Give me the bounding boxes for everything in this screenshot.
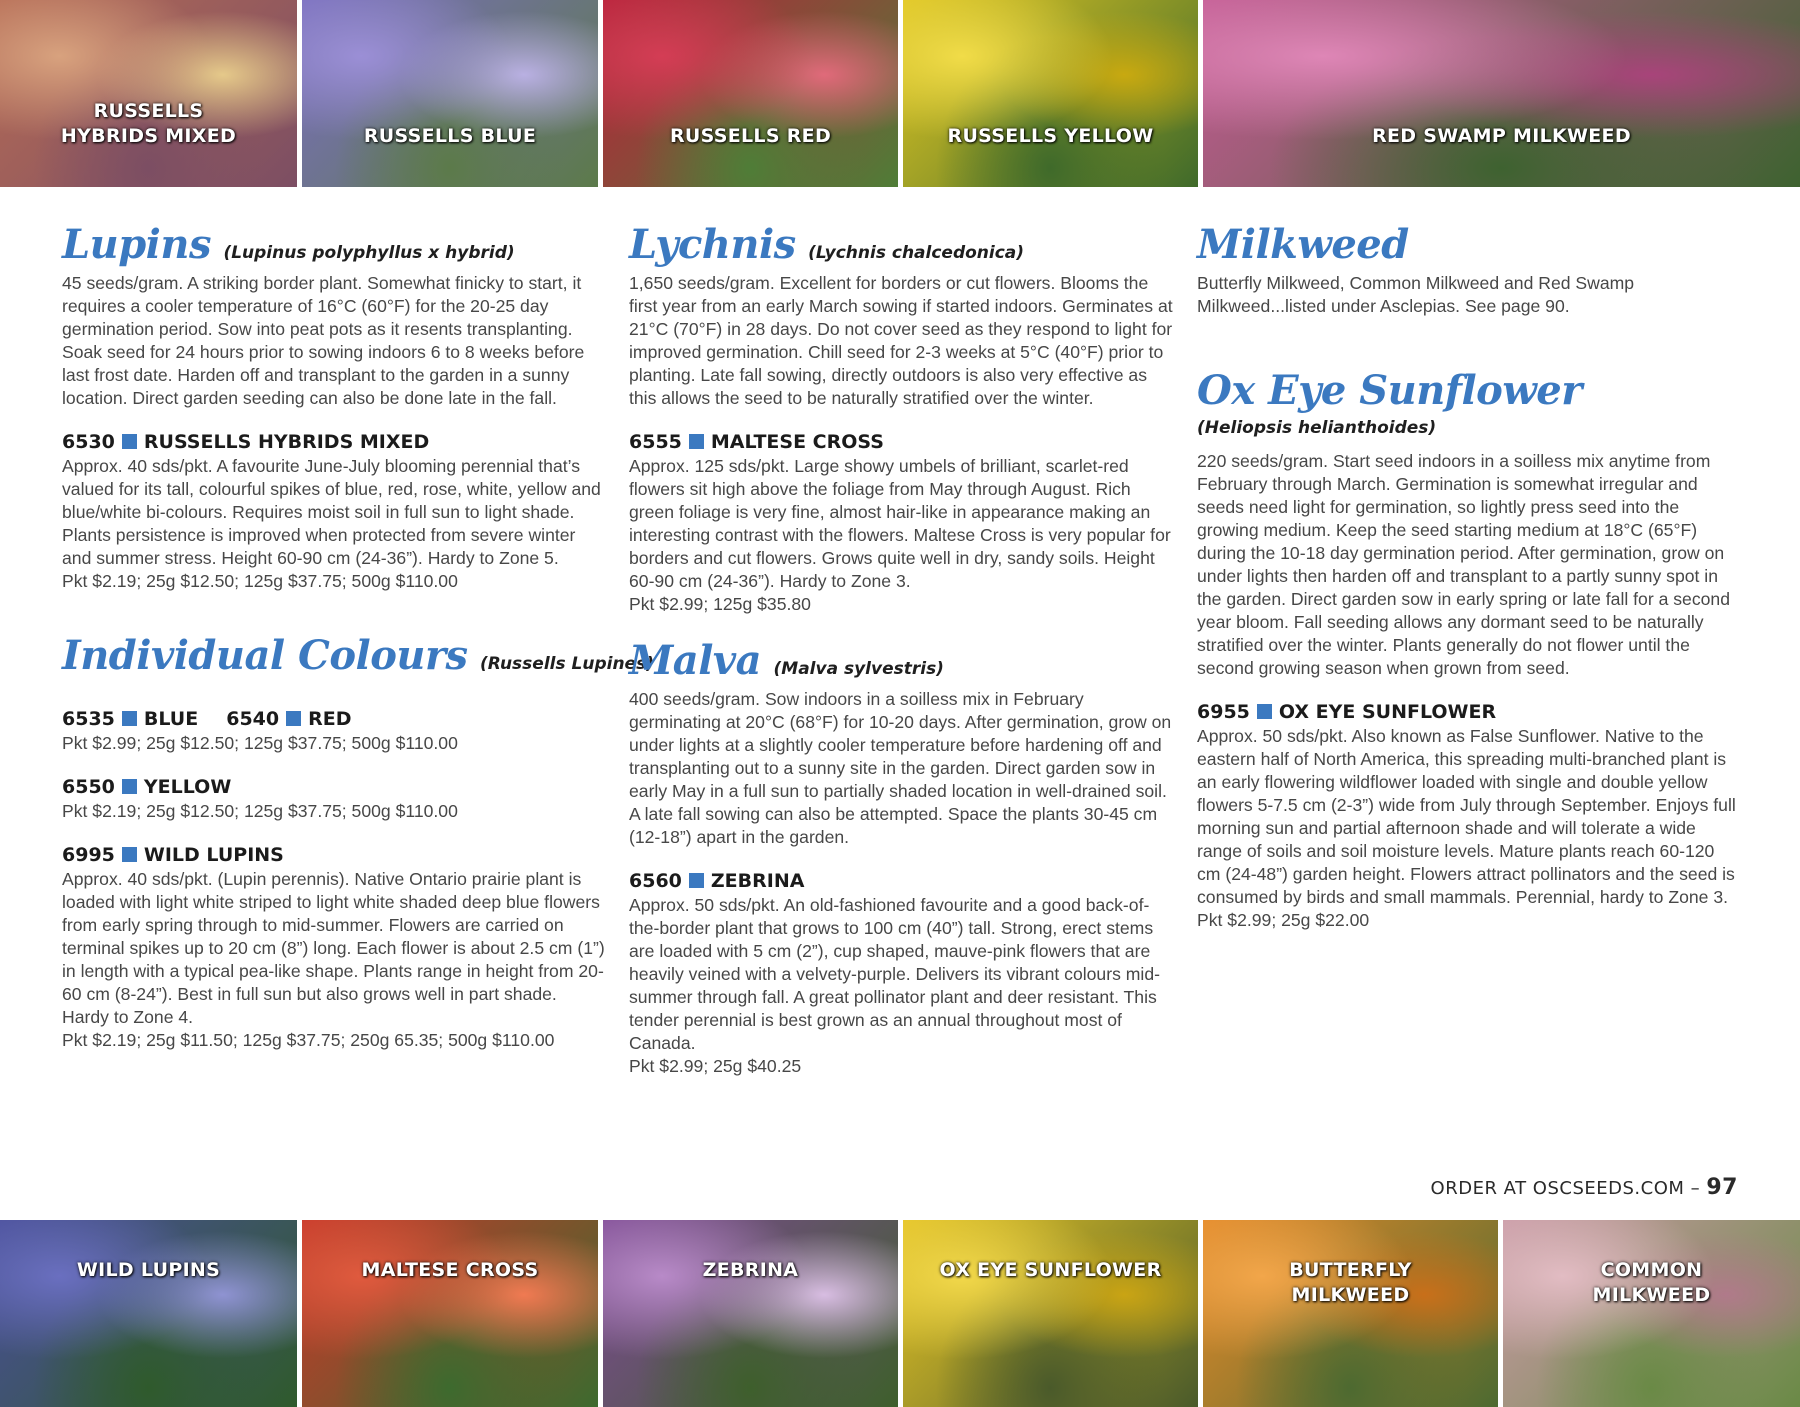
photo-russells-red xyxy=(603,0,898,187)
product-price: Pkt $2.19; 25g $12.50; 125g $37.75; 500g $110.00 xyxy=(62,571,458,591)
product-description: Approx. 125 sds/pkt. Large showy umbels of brilliant, scarlet-red flowers sit high above the foliage from May through August. Rich green foliage is very fine, almost hair-like in appearance making an interesting contrast with the flowers. Maltese Cross is very popular for borders and cut flowers. Grows quite well in dry, sandy soils. Height 60-90 cm (24-36”). Hardy to Zone 3. xyxy=(629,456,1171,591)
lupins-intro: 45 seeds/gram. A striking border plant. Somewhat finicky to start, it requires a cooler temperature of 16°C (60°F) for the 20-25 day germination period. Sow into peat pots as it resents transplanting. Soak seed for 24 hours prior to sowing indoors 6 to 8 weeks before last frost date. Harden off and transplant to the garden in a sunny location. Direct garden seeding can also be done late in the fall. xyxy=(62,273,585,408)
malva-heading xyxy=(629,638,1174,684)
square-bullet-icon xyxy=(122,847,137,862)
photo-caption: RUSSELLS RED xyxy=(669,125,832,147)
product-heading xyxy=(62,707,607,731)
product-heading xyxy=(62,430,607,454)
product-code: 6550 xyxy=(62,776,115,798)
square-bullet-icon xyxy=(122,779,137,794)
photo-zebrina xyxy=(603,1220,898,1407)
malva-intro: 400 seeds/gram. Sow indoors in a soilless mix in February germinating at 20°C (68°F) for 10-20 days. After germination, grow on under lights at a slightly cooler temperature before hardening off and transplanting out to a sunny site in the garden. Direct garden sow in early May in a full sun to partially shaded location in well-drained soil. A late fall sowing can also be attempted. Space the plants 30-45 cm (12-18”) apart in the garden. xyxy=(629,689,1172,847)
order-link-text[interactable]: ORDER AT OSCSEEDS.COM – xyxy=(1430,1178,1701,1199)
photo-ox-eye-sunflower xyxy=(903,1220,1198,1407)
section-title-ox-eye-sunflower: Ox Eye Sunflower xyxy=(1197,367,1582,414)
page-footer xyxy=(1300,1175,1738,1200)
product-name: OX EYE SUNFLOWER xyxy=(1278,701,1497,723)
photo-maltese-cross xyxy=(302,1220,598,1407)
photo-red-swamp-milkweed xyxy=(1203,0,1800,187)
photo-caption: BUTTERFLY MILKWEED xyxy=(1289,1259,1412,1306)
product-price: Pkt $2.99; 25g $22.00 xyxy=(1197,910,1370,930)
product-code: 6535 xyxy=(62,708,115,730)
product-name: RED xyxy=(308,708,352,730)
product-name: WILD LUPINS xyxy=(143,844,284,866)
square-bullet-icon xyxy=(122,434,137,449)
product-description: Approx. 50 sds/pkt. An old-fashioned favourite and a good back-of-the-border plant that grows to 100 cm (40”) tall. Strong, erect stems are loaded with 5 cm (2”), cup shaped, mauve-pink flowers that are heavily veined with a velvety-purple. Delivers its vibrant colours mid-summer through fall. A great pollinator plant and deer resistant. This tender perennial is best grown as an annual throughout most of Canada. xyxy=(629,895,1160,1053)
product-heading xyxy=(629,430,1174,454)
lychnis-heading xyxy=(629,222,1174,268)
product-code: 6540 xyxy=(226,708,280,730)
square-bullet-icon xyxy=(689,873,704,888)
oxeye-intro: 220 seeds/gram. Start seed indoors in a soilless mix anytime from February through March. Germination is somewhat irregular and seeds need light for germination, so lightly press seed into the growing medium. Keep the seed starting medium at 18°C (65°F) during the 10-18 day germination period. After germination, grow on under lights then harden off and transplant to a partly sunny spot in the garden. Direct garden sow in early spring or late fall for a second year bloom. Fall seeding allows any dormant seed to be naturally stratified over the winter. Plants generally do not flower until the second growing season when grown from seed. xyxy=(1197,451,1730,678)
product-name: YELLOW xyxy=(143,776,232,798)
photo-caption: RUSSELLS BLUE xyxy=(363,125,537,147)
photo-caption: COMMON MILKWEED xyxy=(1592,1259,1711,1306)
section-title-malva: Malva xyxy=(629,637,762,684)
product-description: Approx. 40 sds/pkt. (Lupin perennis). Native Ontario prairie plant is loaded with light white striped to light white shaded deep blue flowers from early spring through to mid-summer. Flowers are carried on terminal spikes up to 20 cm (8”) long. Each flower is about 2.5 cm (1”) in length with a typical pea-like shape. Plants range in height from 20-60 cm (8-24”). Best in full sun but also grows well in part shade. Hardy to Zone 4. xyxy=(62,869,605,1027)
latin-name: (Lupinus polyphyllus x hybrid) xyxy=(223,243,515,263)
product-description: Approx. 50 sds/pkt. Also known as False Sunflower. Native to the eastern half of North America, this spreading multi-branched plant is an early flowering wildflower loaded with single and double yellow flowers 5-7.5 cm (2-3”) wide from July through September. Enjoys full morning sun and partial afternoon shade and will tolerate a wide range of soils and soil moisture levels. Mature plants reach 60-120 cm (24-48”) garden height. Flowers attract pollinators and the seed is consumed by birds and small mammals. Perennial, hardy to Zone 3. xyxy=(1197,726,1736,907)
lupins-heading xyxy=(62,222,607,268)
photo-caption: OX EYE SUNFLOWER xyxy=(939,1259,1162,1281)
photo-russells-yellow xyxy=(903,0,1198,187)
product-price: Pkt $2.99; 25g $12.50; 125g $37.75; 500g $110.00 xyxy=(62,733,458,753)
photo-caption: RUSSELLS YELLOW xyxy=(947,125,1154,147)
product-heading xyxy=(62,843,607,867)
page-number: 97 xyxy=(1706,1175,1738,1200)
latin-name: (Russells Lupines) xyxy=(480,654,654,674)
photo-wild-lupins xyxy=(0,1220,297,1407)
product-price: Pkt $2.19; 25g $12.50; 125g $37.75; 500g $110.00 xyxy=(62,801,458,821)
product-code: 6530 xyxy=(62,431,115,453)
square-bullet-icon xyxy=(689,434,704,449)
bottom-photo-strip xyxy=(0,1220,1800,1407)
top-photo-strip xyxy=(0,0,1800,187)
product-code: 6955 xyxy=(1197,701,1250,723)
section-title-individual-colours: Individual Colours xyxy=(62,632,468,679)
column-milkweed-oxeye xyxy=(1197,222,1742,932)
photo-russells-hybrids-mixed xyxy=(0,0,297,187)
section-title-milkweed: Milkweed xyxy=(1197,221,1409,268)
product-heading xyxy=(629,869,1174,893)
square-bullet-icon xyxy=(286,711,301,726)
product-code: 6555 xyxy=(629,431,682,453)
product-price: Pkt $2.99; 25g $40.25 xyxy=(629,1056,802,1076)
product-heading xyxy=(1197,700,1742,724)
product-price: Pkt $2.99; 125g $35.80 xyxy=(629,594,811,614)
individual-colours-heading xyxy=(62,632,654,679)
column-lychnis-malva xyxy=(629,222,1174,1078)
product-name: MALTESE CROSS xyxy=(710,431,884,453)
photo-caption: ZEBRINA xyxy=(702,1259,799,1281)
oxeye-heading xyxy=(1197,368,1742,414)
product-description: Approx. 40 sds/pkt. A favourite June-July blooming perennial that’s valued for its tall, colourful spikes of blue, red, rose, white, yellow and blue/white bi-colours. Requires moist soil in full sun to light shade. Plants persistence is improved when protected from severe winter and summer stress. Height 60-90 cm (24-36”). Hardy to Zone 5. xyxy=(62,456,601,568)
product-price: Pkt $2.19; 25g $11.50; 125g $37.75; 250g 65.35; 500g $110.00 xyxy=(62,1030,555,1050)
product-name: RUSSELLS HYBRIDS MIXED xyxy=(143,431,430,453)
square-bullet-icon xyxy=(1257,704,1272,719)
section-title-lupins: Lupins xyxy=(62,221,211,268)
lychnis-intro: 1,650 seeds/gram. Excellent for borders or cut flowers. Blooms the first year from an early March sowing if started indoors. Germinates at 21°C (70°F) in 28 days. Do not cover seed as they respond to light for improved germination. Chill seed for 2-3 weeks at 5°C (40°F) prior to planting. Late fall sowing, directly outdoors is also very effective as this allows the seed to be naturally stratified over the winter. xyxy=(629,273,1173,408)
square-bullet-icon xyxy=(122,711,137,726)
product-code: 6560 xyxy=(629,870,682,892)
latin-name: (Heliopsis helianthoides) xyxy=(1197,418,1437,438)
latin-name: (Malva sylvestris) xyxy=(773,659,944,679)
photo-caption: WILD LUPINS xyxy=(76,1259,221,1281)
photo-butterfly-milkweed xyxy=(1203,1220,1498,1407)
photo-caption: RUSSELLS HYBRIDS MIXED xyxy=(60,100,237,147)
product-name: BLUE xyxy=(143,708,199,730)
photo-caption: MALTESE CROSS xyxy=(361,1259,539,1281)
latin-name: (Lychnis chalcedonica) xyxy=(808,243,1025,263)
product-heading xyxy=(62,775,607,799)
milkweed-heading xyxy=(1197,222,1742,268)
milkweed-intro: Butterfly Milkweed, Common Milkweed and Red Swamp Milkweed...listed under Asclepias. See page 90. xyxy=(1197,273,1635,316)
product-code: 6995 xyxy=(62,844,115,866)
photo-common-milkweed xyxy=(1503,1220,1800,1407)
photo-russells-blue xyxy=(302,0,598,187)
section-title-lychnis: Lychnis xyxy=(629,221,796,268)
product-name: ZEBRINA xyxy=(710,870,805,892)
column-lupins xyxy=(62,221,654,1052)
photo-caption: RED SWAMP MILKWEED xyxy=(1372,125,1631,147)
